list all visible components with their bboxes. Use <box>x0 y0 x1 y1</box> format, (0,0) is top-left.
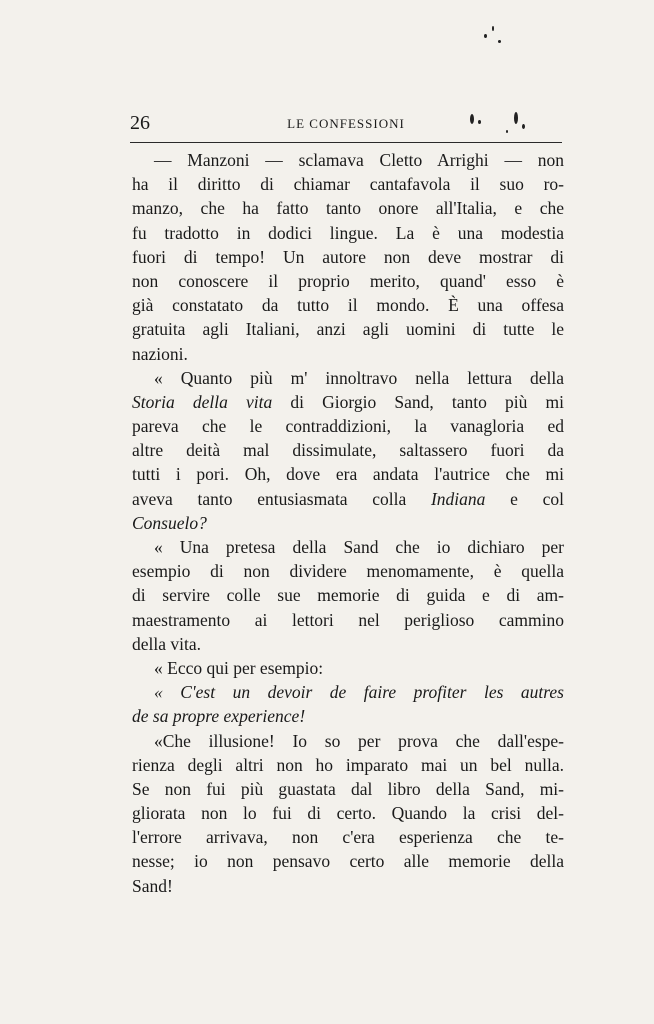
ink-speck <box>506 130 508 133</box>
italic-text: Indiana <box>430 488 486 509</box>
body-text <box>132 148 564 898</box>
italic-text: « C'est un devoir de faire profiter les autres <box>154 682 564 703</box>
text-line <box>132 342 564 366</box>
ink-speck <box>484 34 487 38</box>
text-segment: fuori di tempo! Un autore non deve mostrar di <box>132 246 564 267</box>
text-line <box>132 172 564 196</box>
text-line <box>132 196 564 220</box>
text-line <box>132 608 564 632</box>
text-line <box>132 632 564 656</box>
text-segment: l'errore arrivava, non c'era esperienza che te- <box>132 827 564 848</box>
text-segment: nazioni. <box>132 343 188 364</box>
ink-speck <box>478 120 481 124</box>
text-line <box>132 535 564 559</box>
text-segment: altre deità mal dissimulate, saltassero fuori da <box>132 440 564 461</box>
text-segment: rienza degli altri non ho imparato mai un bel nulla. <box>132 754 564 775</box>
text-segment: — Manzoni — sclamava Cletto Arrighi — non <box>154 150 564 170</box>
ink-speck <box>470 114 474 124</box>
text-line <box>132 269 564 293</box>
text-line <box>132 656 564 680</box>
ink-speck <box>522 124 525 129</box>
text-segment: « Una pretesa della Sand che io dichiaro per <box>154 537 564 557</box>
italic-text: Consuelo? <box>132 512 207 533</box>
text-segment: ha il diritto di chiamar cantafavola il suo ro- <box>132 174 564 195</box>
text-line <box>132 801 564 825</box>
text-segment: esempio di non dividere menomamente, è quella <box>132 561 564 582</box>
text-segment: non conoscere il proprio merito, quand' esso è <box>132 270 564 291</box>
running-title: LE CONFESSIONI <box>287 116 405 131</box>
text-line <box>132 390 564 414</box>
ink-speck <box>514 112 518 124</box>
text-line <box>132 317 564 341</box>
text-segment: e col <box>485 488 564 509</box>
text-segment: nesse; io non pensavo certo alle memorie della <box>132 851 564 872</box>
text-line <box>132 874 564 898</box>
text-line <box>132 583 564 607</box>
text-segment: gliorata non lo fui di certo. Quando la crisi del- <box>132 803 564 824</box>
text-segment: di servire colle sue memorie di guida e di am- <box>132 585 564 606</box>
text-segment: maestramento ai lettori nel periglioso cammino <box>132 609 564 630</box>
page-header <box>130 108 562 143</box>
text-line <box>132 366 564 390</box>
text-line <box>132 729 564 753</box>
text-line <box>132 414 564 438</box>
text-segment: « Ecco qui per esempio: <box>154 657 324 678</box>
text-line <box>132 438 564 462</box>
text-line <box>132 293 564 317</box>
page-number: 26 <box>130 112 150 134</box>
text-line <box>132 849 564 873</box>
text-line <box>132 777 564 801</box>
text-segment: fu tradotto in dodici lingue. La è una modestia <box>132 222 564 243</box>
text-line <box>132 680 564 704</box>
text-line <box>132 825 564 849</box>
text-segment: gratuita agli Italiani, anzi agli uomini di tutte le <box>132 319 564 340</box>
italic-text: de sa propre experience! <box>132 706 306 727</box>
text-line <box>132 245 564 269</box>
text-segment: « Quanto più m' innoltravo nella lettura della <box>154 367 564 388</box>
text-line <box>132 462 564 486</box>
text-segment: Se non fui più guastata dal libro della Sand, mi- <box>132 778 564 799</box>
text-segment: Sand! <box>132 875 173 896</box>
ink-speck <box>492 26 494 31</box>
text-segment: aveva tanto entusiasmata colla <box>132 488 431 509</box>
text-segment: tutti i pori. Oh, dove era andata l'autrice che mi <box>132 464 564 485</box>
text-line <box>132 148 564 172</box>
text-segment: già constatato da tutto il mondo. È una offesa <box>132 295 564 316</box>
text-line <box>132 753 564 777</box>
italic-text: Storia della vita <box>132 391 273 412</box>
text-line <box>132 511 564 535</box>
text-line <box>132 487 564 511</box>
text-segment: della vita. <box>132 633 202 654</box>
text-line <box>132 221 564 245</box>
text-line <box>132 559 564 583</box>
ink-speck <box>498 40 501 43</box>
text-line <box>132 704 564 728</box>
text-segment: pareva che le contraddizioni, la vanagloria ed <box>132 416 564 437</box>
text-segment: manzo, che ha fatto tanto onore all'Italia, e che <box>132 198 564 219</box>
text-segment: di Giorgio Sand, tanto più mi <box>272 391 564 412</box>
text-segment: «Che illusione! Io so per prova che dall'espe- <box>154 730 564 751</box>
